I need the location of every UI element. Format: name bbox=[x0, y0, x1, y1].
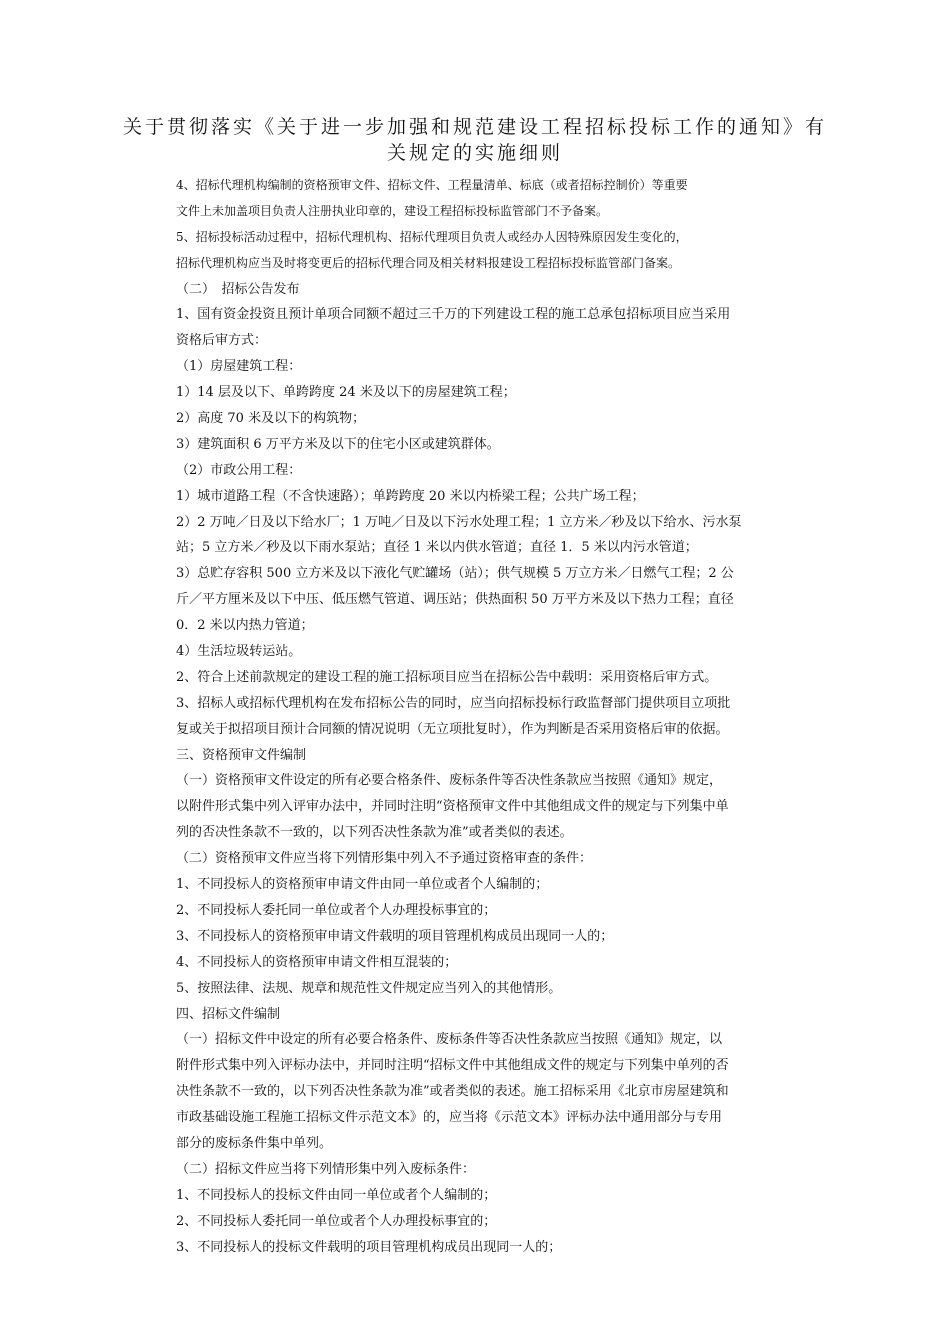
paragraph-line: 3）建筑面积 6 万平方米及以下的住宅小区或建筑群体。 bbox=[176, 436, 500, 452]
paragraph-line: 斤／平方厘米及以下中压、低压燃气管道、调压站；供热面积 50 万平方米及以下热力工程；直径 bbox=[176, 592, 734, 608]
paragraph-line: 2、不同投标人委托同一单位或者个人办理投标事宜的； bbox=[176, 902, 497, 918]
paragraph-line: 2、符合上述前款规定的建设工程的施工招标项目应当在招标公告中载明：采用资格后审方式。 bbox=[176, 669, 718, 685]
title-line-1: 关于贯彻落实《关于进一步加强和规范建设工程招标投标工作的通知》有 bbox=[122, 116, 827, 138]
paragraph-line: （二）招标文件应当将下列情形集中列入废标条件： bbox=[176, 1161, 476, 1177]
paragraph-line: 部分的废标条件集中单列。 bbox=[176, 1135, 333, 1151]
paragraph-line: 站；5 立方米／秒及以下雨水泵站；直径 1 米以内供水管道；直径 1．5 米以内污水管道； bbox=[176, 540, 698, 556]
title-line-2: 关规定的实施细则 bbox=[386, 142, 563, 164]
paragraph-line: 4、不同投标人的资格预审申请文件相互混装的； bbox=[176, 954, 458, 970]
document-title bbox=[120, 114, 830, 166]
paragraph-line: 附件形式集中列入评标办法中，并同时注明“招标文件中其他组成文件的规定与下列集中单列的否 bbox=[176, 1058, 729, 1074]
paragraph-line: 1）城市道路工程（不含快速路）；单跨跨度 20 米以内桥梁工程；公共广场工程； bbox=[176, 488, 645, 504]
paragraph-line: 市政基础设施工程施工招标文件示范文本》的，应当将《示范文本》评标办法中通用部分与专用 bbox=[176, 1110, 723, 1126]
paragraph-line: 招标代理机构应当及时将变更后的招标代理合同及相关材料报建设工程招标投标监管部门备案。 bbox=[176, 255, 681, 270]
paragraph-line: 2、不同投标人委托同一单位或者个人办理投标事宜的； bbox=[176, 1213, 497, 1229]
paragraph-line: 2）2 万吨／日及以下给水厂；1 万吨／日及以下污水处理工程；1 立方米／秒及以下给水、污水泵 bbox=[176, 514, 742, 530]
paragraph-line: 2）高度 70 米及以下的构筑物； bbox=[176, 411, 366, 427]
paragraph-line: 5、按照法律、法规、规章和规范性文件规定应当列入的其他情形。 bbox=[176, 980, 562, 996]
paragraph-line: 1、不同投标人的投标文件由同一单位或者个人编制的； bbox=[176, 1187, 497, 1203]
section-heading: 四、招标文件编制 bbox=[176, 1006, 281, 1022]
document-body bbox=[176, 173, 796, 1260]
paragraph-line: 1、不同投标人的资格预审申请文件由同一单位或者个人编制的； bbox=[176, 877, 549, 893]
paragraph-line: 0．2 米以内热力管道； bbox=[176, 618, 314, 634]
section-heading: （二） 招标公告发布 bbox=[176, 281, 300, 297]
paragraph-line: 列的否决性条款不一致的，以下列否决性条款为准”或者类似的表述。 bbox=[176, 825, 573, 841]
paragraph-line: 4、招标代理机构编制的资格预审文件、招标文件、工程量清单、标底（或者招标控制价）等重要 bbox=[176, 178, 688, 192]
paragraph-line: 决性条款不一致的，以下列否决性条款为准”或者类似的表述。施工招标采用《北京市房屋建筑和 bbox=[176, 1084, 729, 1100]
paragraph-line: 文件上未加盖项目负责人注册执业印章的，建设工程招标投标监管部门不予备案。 bbox=[176, 203, 609, 218]
paragraph-line: 5、招标投标活动过程中，招标代理机构、招标代理项目负责人或经办人因特殊原因发生变化的， bbox=[176, 229, 688, 244]
paragraph-line: （一）招标文件中设定的所有必要合格条件、废标条件等否决性条款应当按照《通知》规定，以 bbox=[176, 1032, 723, 1048]
paragraph-line: 1、国有资金投资且预计单项合同额不超过三千万的下列建设工程的施工总承包招标项目应当采用 bbox=[176, 307, 731, 323]
paragraph-line: 3、不同投标人的资格预审申请文件载明的项目管理机构成员出现同一人的； bbox=[176, 928, 614, 944]
paragraph-line: 以附件形式集中列入评审办法中，并同时注明“资格预审文件中其他组成文件的规定与下列集中单 bbox=[176, 799, 729, 815]
paragraph-line: 4）生活垃圾转运站。 bbox=[176, 644, 302, 660]
paragraph-line: 1）14 层及以下、单跨跨度 24 米及以下的房屋建筑工程； bbox=[176, 385, 516, 401]
paragraph-line: （一）资格预审文件设定的所有必要合格条件、废标条件等否决性条款应当按照《通知》规定， bbox=[176, 773, 723, 789]
paragraph-line: 3）总贮存容积 500 立方米及以下液化气贮罐场（站）；供气规模 5 万立方米／日燃气工程；2 公 bbox=[176, 566, 734, 582]
paragraph-line: 3、不同投标人的投标文件载明的项目管理机构成员出现同一人的； bbox=[176, 1239, 562, 1255]
paragraph-line: 复或关于拟招项目预计合同额的情况说明（无立项批复时），作为判断是否采用资格后审的依据。 bbox=[176, 721, 729, 737]
paragraph-line: （2）市政公用工程： bbox=[176, 462, 302, 478]
paragraph-line: 3、招标人或招标代理机构在发布招标公告的同时，应当向招标投标行政监督部门提供项目立项批 bbox=[176, 695, 731, 711]
paragraph-line: （1）房屋建筑工程： bbox=[176, 359, 302, 375]
paragraph-line: 资格后审方式： bbox=[176, 333, 268, 349]
paragraph-line: （二）资格预审文件应当将下列情形集中列入不予通过资格审查的条件： bbox=[176, 851, 593, 867]
section-heading: 三、资格预审文件编制 bbox=[176, 747, 307, 763]
